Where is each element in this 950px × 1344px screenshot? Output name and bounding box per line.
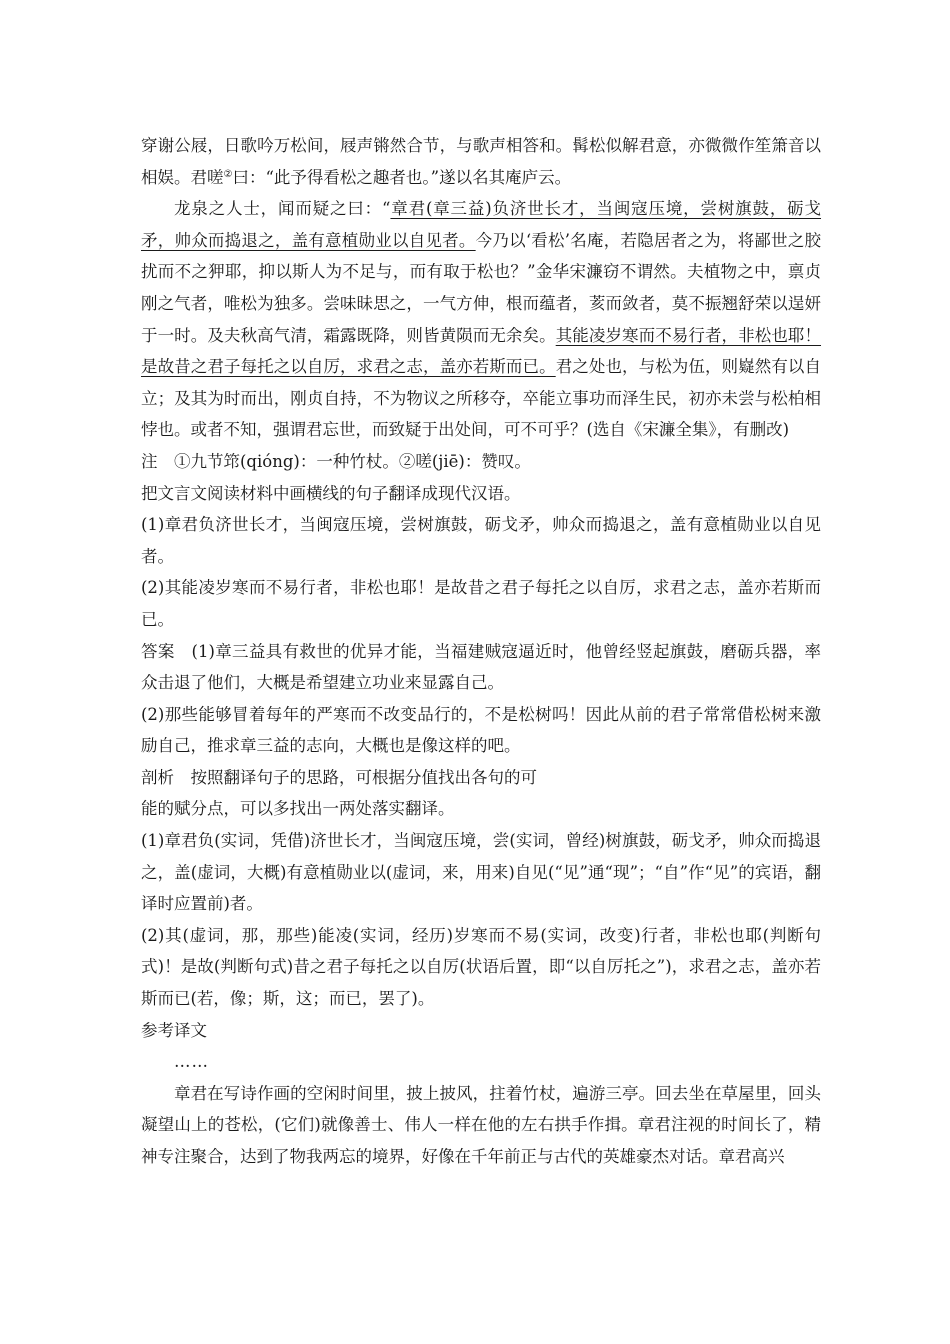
answer-1: 答案 (1)章三益具有救世的优异才能，当福建贼寇逼近时，他曾经竖起旗鼓，磨砺兵器，率众击退了他们，大概是希望建立功业来显露自己。: [141, 641, 821, 693]
analysis-line: 剖析 按照翻译句子的思路，可根据分值找出各句的可: [141, 767, 537, 787]
passage-text: 曰：“此予得看松之趣者也。”遂以名其庵庐云。: [232, 167, 572, 187]
analysis-explanation-1: (1)章君负(实词，凭借)济世长才，当闽寇压境，尝(实词，曾经)树旗鼓，砺戈矛，帅众而捣退之，盖(虚词，大概)有意植勋业以(虚词，来，用来)自见(“见”通“现”；“自”作“见”的宾语，翻译时应置前)者。: [141, 831, 821, 914]
document-body: [141, 130, 821, 1173]
answer-2: (2)那些能够冒着每年的严寒而不改变品行的，不是松树吗！因此从前的君子常常借松树来激励自己，推求章三益的志向，大概也是像这样的吧。: [141, 704, 821, 756]
footnote-marker: ②: [223, 168, 233, 180]
underlined-sentence-1: 章君(章三益)负济世长才，当闽寇压境，尝树旗鼓，砺戈矛，帅众而捣退之，盖有意植勋业以自见者。: [141, 199, 822, 250]
instruction: 把文言文阅读材料中画横线的句子翻译成现代汉语。: [141, 483, 521, 503]
ellipsis: ……: [174, 1052, 209, 1072]
translation-paragraph: 章君在写诗作画的空闲时间里，披上披风，拄着竹杖，遍游三亭。回去坐在草屋里，回头凝望山上的苍松，(它们)就像善士、伟人一样在他的左右拱手作揖。章君注视的时间长了，精神专注聚合，达到了物我两忘的境界，好像在千年前正与古代的英雄豪杰对话。章君高兴: [141, 1083, 821, 1166]
passage-text: 龙泉之人士，闻而疑之曰：“: [174, 199, 391, 219]
passage-paragraph: [141, 193, 821, 446]
analysis-explanation-2: (2)其(虚词，那，那些)能凌(实词，经历)岁寒而不易(实词，改变)行者，非松也耶(判断句式)！是故(判断句式)昔之君子每托之以自厉(状语后置，即“以自厉托之”)，求君之志，盖亦若斯而已(若，像；斯，这；而已，罢了)。: [141, 925, 821, 1009]
translation-title: 参考译文: [141, 1020, 207, 1040]
underlined-sentence-2: 其能凌岁寒而不易行者，非松也耶！是故昔之君子每托之以自厉，求君之志，盖亦若斯而已。: [141, 325, 822, 377]
question-2: (2)其能凌岁寒而不易行者，非松也耶！是故昔之君子每托之以自厉，求君之志，盖亦若斯而已。: [141, 578, 821, 629]
passage-text: 今乃以‘看松’名庵，若隐居者之为，将鄙世之胶扰而不之狎耶，抑以斯人为不足与，而有取于松也？”金华宋濂窃不谓然。夫植物之中，禀贞刚之气者，唯松为独多。尝味昧思之，一气方伸，根而蕴者，荄而敛者，莫不振翘舒荣以逞妍于一时。及夫秋高气清，霜露既降，则皆黄陨而无余矣。: [141, 230, 821, 345]
footnote: 注 ①九节筇(qióng)：一种竹杖。②嗟(jiē)：赞叹。: [141, 451, 531, 471]
question-1: (1)章君负济世长才，当闽寇压境，尝树旗鼓，砺戈矛，帅众而捣退之，盖有意植勋业以自见者。: [141, 515, 821, 566]
passage-text: 穿谢公屐，日歌吟万松间，屐声锵然合节，与歌声相答和。髯松似解君意，亦微微作笙箫音以相娱。君嗟: [141, 136, 821, 187]
passage-paragraph: [141, 130, 821, 193]
analysis-line: 能的赋分点，可以多找出一两处落实翻译。: [141, 799, 455, 819]
passage-text: 君之处也，与松为伍，则嶷然有以自立；及其为时而出，刚贞自持，不为物议之所移夺，卒能立事功而泽生民，初亦未尝与松柏相悖也。或者不知，强谓君忘世，而致疑于出处间，可不可乎？(选自《宋濂全集》，有删改): [141, 357, 822, 440]
